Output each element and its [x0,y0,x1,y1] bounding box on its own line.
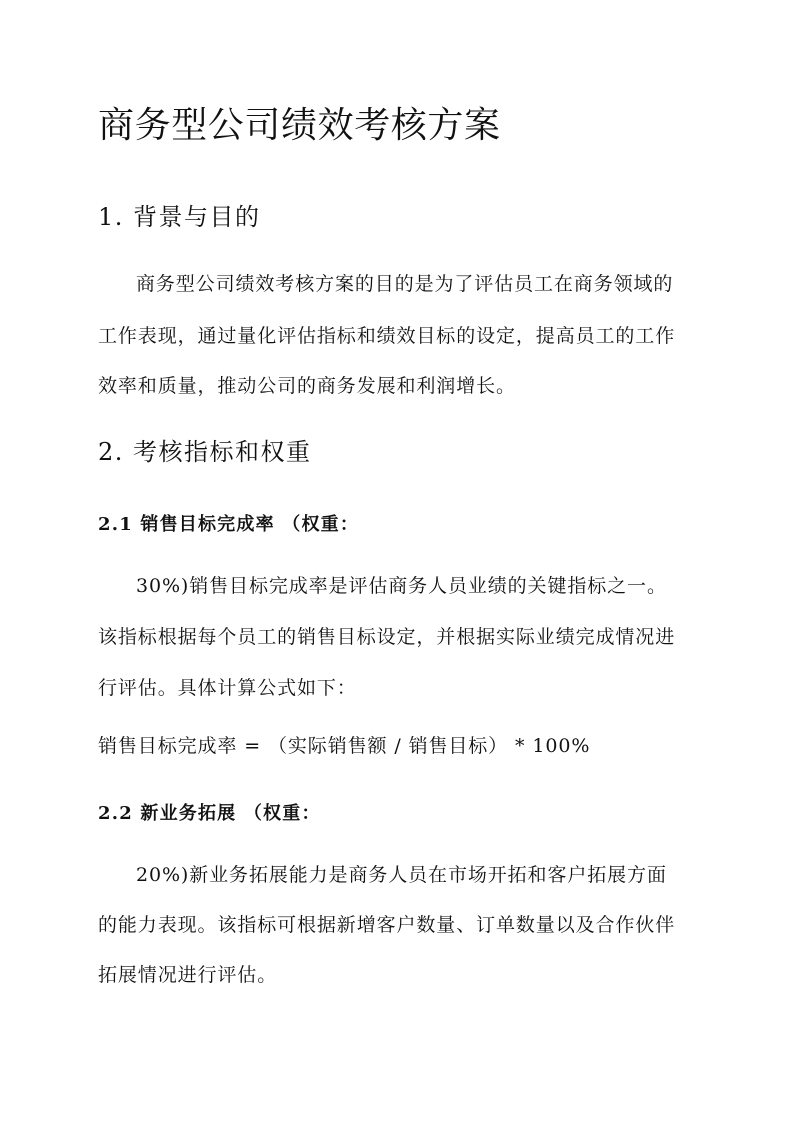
paragraph-line: 30%)销售目标完成率是评估商务人员业绩的关键指标之一。 [136,575,667,597]
paragraph-line: 商务型公司绩效考核方案的目的是为了评估员工在商务领域的 [136,273,674,295]
formula-line: 销售目标完成率 = （实际销售额 / 销售目标） * 100% [98,735,591,757]
paragraph-line: 的能力表现。该指标可根据新增客户数量、订单数量以及合作伙伴 [98,914,676,936]
section-heading-metrics: 2. 考核指标和权重 [98,438,312,466]
document-title: 商务型公司绩效考核方案 [98,105,501,146]
paragraph-line: 拓展情况进行评估。 [98,964,278,986]
subsection-heading-new-business: 2.2 新业务拓展 （权重： [98,803,321,824]
paragraph-line: 工作表现，通过量化评估指标和绩效目标的设定，提高员工的工作 [98,325,676,347]
paragraph-line: 行评估。具体计算公式如下： [98,677,357,699]
paragraph-line: 20%)新业务拓展能力是商务人员在市场开拓和客户拓展方面 [136,864,667,886]
subsection-heading-sales: 2.1 销售目标完成率 （权重： [98,514,360,535]
paragraph-line: 该指标根据每个员工的销售目标设定，并根据实际业绩完成情况进 [98,626,676,648]
section-heading-background: 1. 背景与目的 [98,203,261,231]
paragraph-line: 效率和质量，推动公司的商务发展和利润增长。 [98,375,516,397]
